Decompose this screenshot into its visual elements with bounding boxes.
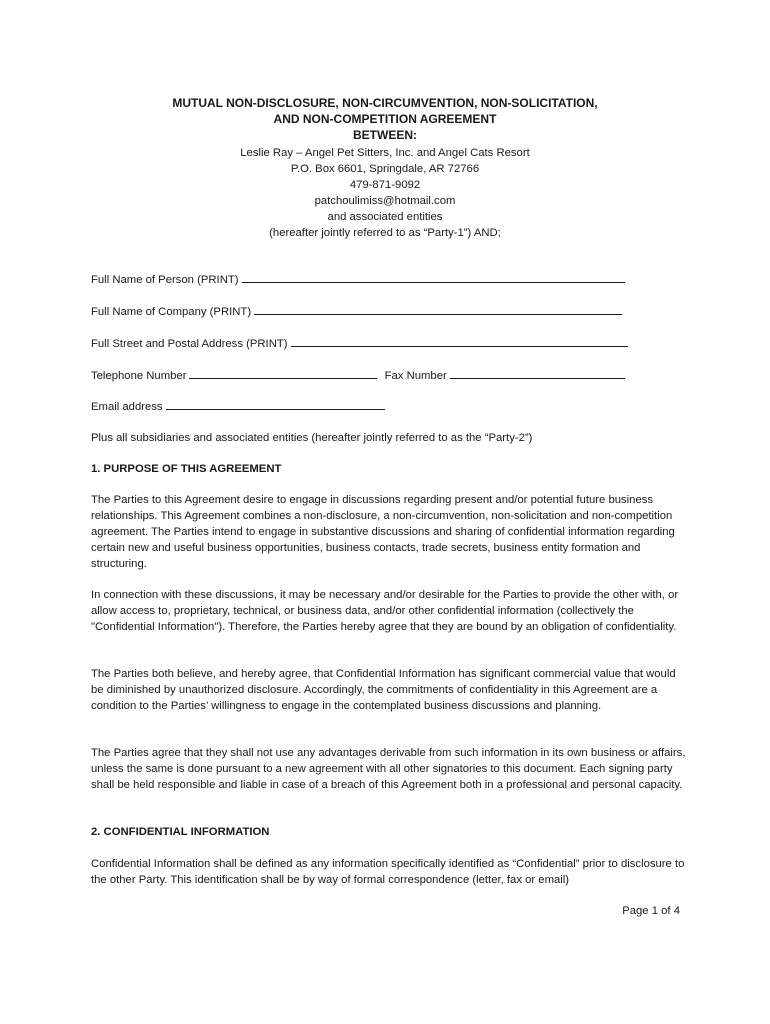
company-name-label: Full Name of Company (PRINT) [91, 306, 252, 318]
email-row [91, 398, 385, 415]
telephone-field[interactable] [189, 367, 377, 379]
company-name-field[interactable] [254, 303, 622, 315]
section2-paragraph-1: Confidential Information shall be defined as any information specifically identified as “Confidential” prior to disclosure to the other Party. This identification shall be by way of formal correspondence (letter, fax or email) [91, 858, 685, 886]
agreement-title-line-3: BETWEEN: [353, 128, 417, 142]
fax-field[interactable] [450, 367, 625, 379]
section1-paragraph-1: The Parties to this Agreement desire to engage in discussions regarding present and/or potential future business relationships. This Agreement combines a non-disclosure, a non-circumvention, non-solicitation and non-competition agreement. The Parties intend to engage in substantive discussions and sharing of confidential information regarding certain new and useful business opportunities, business contacts, trade secrets, business entity formation and structuring. [91, 494, 675, 570]
person-name-field[interactable] [242, 271, 625, 283]
agreement-title-line-1: MUTUAL NON-DISCLOSURE, NON-CIRCUMVENTION, NON-SOLICITATION, [172, 96, 598, 110]
section1-heading: 1. PURPOSE OF THIS AGREEMENT [91, 463, 282, 475]
address-row [91, 335, 628, 352]
section1-paragraph-4: The Parties agree that they shall not use any advantages derivable from such information in its own business or affairs, unless the same is done pursuant to a new agreement with all other signatories to this document. Each signing party shall be held responsible and liable in case of a breach of this Agreement both in a professional and personal capacity. [91, 747, 686, 791]
email-label: Email address [91, 401, 163, 413]
party1-phone: 479-871-9092 [349, 179, 421, 191]
agreement-title-line-2: AND NON-COMPETITION AGREEMENT [273, 112, 497, 126]
address-field[interactable] [291, 335, 628, 347]
person-name-label: Full Name of Person (PRINT) [91, 274, 239, 286]
telephone-label: Telephone Number [91, 370, 187, 382]
section2-heading: 2. CONFIDENTIAL INFORMATION [91, 826, 270, 838]
party2-text: Plus all subsidiaries and associated entities (hereafter jointly referred to as the “Party-2”) [91, 432, 533, 444]
person-name-row [91, 271, 625, 288]
page-number: Page 1 of 4 [622, 905, 680, 917]
email-field[interactable] [166, 398, 385, 410]
party1-email: patchoulimiss@hotmail.com [314, 195, 456, 207]
party1-address: P.O. Box 6601, Springdale, AR 72766 [290, 163, 480, 175]
phone-fax-row [91, 367, 625, 384]
section1-paragraph-2: In connection with these discussions, it may be necessary and/or desirable for the Parties to provide the other with, or allow access to, proprietary, technical, or business data, and/or other confidential information (collectively the "Confidential Information"). Therefore, the Parties hereby agree that they are bound by an obligation of confidentiality. [91, 589, 679, 633]
fax-label: Fax Number [384, 370, 447, 382]
section1-paragraph-3: The Parties both believe, and hereby agree, that Confidential Information has significant commercial value that would be diminished by unauthorized disclosure. Accordingly, the commitments of confidentiality in this Agreement are a condition to the Parties’ willingness to engage in the contemplated business discussions and planning. [91, 668, 676, 712]
address-label: Full Street and Postal Address (PRINT) [91, 338, 288, 350]
party1-entities: and associated entities [327, 211, 443, 223]
party1-name: Leslie Ray – Angel Pet Sitters, Inc. and Angel Cats Resort [240, 147, 530, 159]
party1-reference: (hereafter jointly referred to as “Party-1”) AND; [269, 227, 501, 239]
company-name-row [91, 303, 622, 320]
